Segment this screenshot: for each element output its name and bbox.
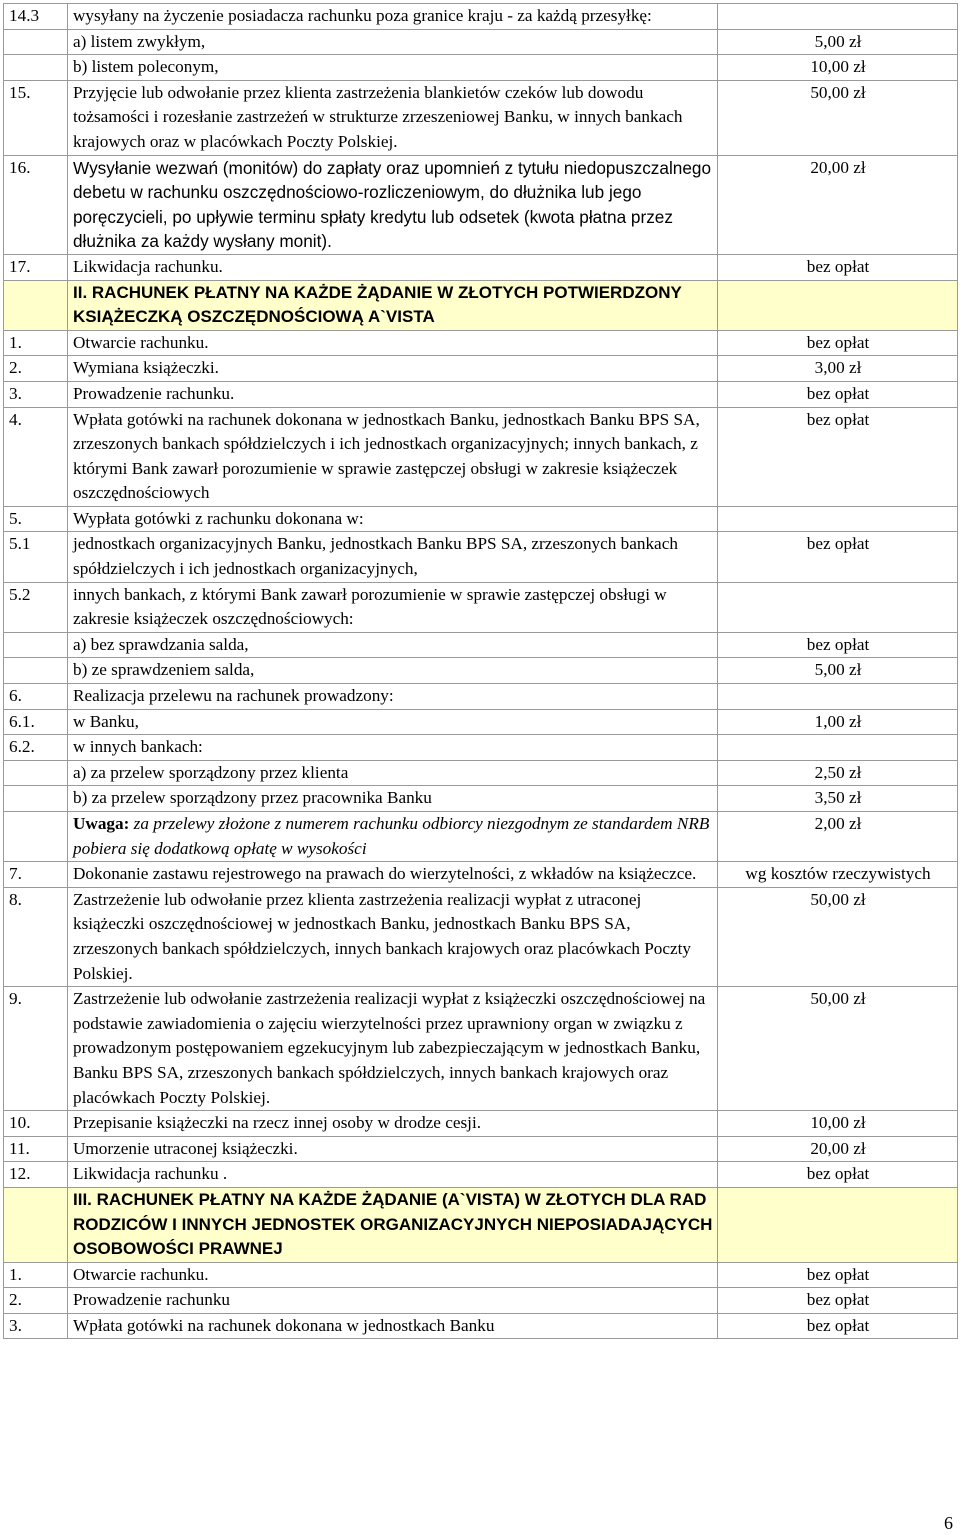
row-number: 1. — [4, 1262, 68, 1288]
table-row — [4, 29, 958, 55]
row-description: Realizacja przelewu na rachunek prowadzony: — [68, 684, 718, 710]
note-label: Uwaga: — [73, 814, 130, 833]
row-price — [718, 582, 958, 632]
row-number: 6.1. — [4, 709, 68, 735]
row-number: 6.2. — [4, 735, 68, 761]
row-description: Otwarcie rachunku. — [68, 1262, 718, 1288]
row-description: Likwidacja rachunku. — [68, 254, 718, 280]
row-price: bez opłat — [718, 1262, 958, 1288]
row-price: 50,00 zł — [718, 987, 958, 1111]
page-number: 6 — [944, 1513, 953, 1533]
row-number: 5. — [4, 506, 68, 532]
row-description: Prowadzenie rachunku. — [68, 381, 718, 407]
row-number: 9. — [4, 987, 68, 1111]
row-price: 2,50 zł — [718, 760, 958, 786]
row-number: 8. — [4, 887, 68, 986]
table-row — [4, 987, 958, 1111]
table-row — [4, 1313, 958, 1339]
row-number — [4, 632, 68, 658]
row-price: 10,00 zł — [718, 1111, 958, 1137]
row-price: 1,00 zł — [718, 709, 958, 735]
row-description: Wymiana książeczki. — [68, 356, 718, 382]
row-description: Wysyłanie wezwań (monitów) do zapłaty oraz upomnień z tytułu niedopuszczalnego debetu w rachunku oszczędnościowo-rozliczeniowym, do dłużnika lub jego poręczycieli, po upływie terminu spłaty kredytu lub odsetek (kwota płatna przez dłużnika za każdy wysłany monit). — [68, 155, 718, 254]
table-row — [4, 709, 958, 735]
row-description: b) ze sprawdzeniem salda, — [68, 658, 718, 684]
row-description: b) listem poleconym, — [68, 55, 718, 81]
table-row — [4, 887, 958, 986]
row-description: wysyłany na życzenie posiadacza rachunku poza granice kraju - za każdą przesyłkę: — [68, 4, 718, 30]
row-description: Wpłata gotówki na rachunek dokonana w jednostkach Banku, jednostkach Banku BPS SA, zrzeszonych bankach spółdzielczych i ich jednostkach organizacyjnych; innych bankach, z którymi Bank zawarł porozumienie w sprawie zastępczej obsługi w zakresie książeczek oszczędnościowych — [68, 407, 718, 506]
row-number: 12. — [4, 1162, 68, 1188]
row-description: b) za przelew sporządzony przez pracownika Banku — [68, 786, 718, 812]
row-price: bez opłat — [718, 254, 958, 280]
table-row — [4, 155, 958, 254]
row-description: Zastrzeżenie lub odwołanie przez klienta zastrzeżenia realizacji wypłat z utraconej książeczki oszczędnościowej w jednostkach Banku, jednostkach Banku BPS SA, zrzeszonych bankach spółdzielczych, innych bankach krajowych oraz placówkach Poczty Polskiej. — [68, 887, 718, 986]
row-price: 20,00 zł — [718, 1136, 958, 1162]
row-description: Przyjęcie lub odwołanie przez klienta zastrzeżenia blankietów czeków lub dowodu tożsamości i rozesłanie zastrzeżeń w strukturze zrzeszeniowej Banku, w innych bankach krajowych oraz w placówkach Poczty Polskiej. — [68, 80, 718, 155]
table-row — [4, 632, 958, 658]
row-price — [718, 735, 958, 761]
row-number: 1. — [4, 330, 68, 356]
section-header — [4, 1187, 958, 1262]
row-description: Umorzenie utraconej książeczki. — [68, 1136, 718, 1162]
row-price: bez opłat — [718, 1288, 958, 1314]
row-price — [718, 684, 958, 710]
row-price: 50,00 zł — [718, 80, 958, 155]
table-row — [4, 658, 958, 684]
row-price — [718, 506, 958, 532]
row-price: bez opłat — [718, 330, 958, 356]
row-number: 2. — [4, 1288, 68, 1314]
row-number: 14.3 — [4, 4, 68, 30]
row-price: 5,00 zł — [718, 658, 958, 684]
note-row — [4, 812, 958, 862]
table-row — [4, 532, 958, 582]
table-row — [4, 1136, 958, 1162]
table-row — [4, 1262, 958, 1288]
row-price: 3,50 zł — [718, 786, 958, 812]
row-number — [4, 658, 68, 684]
table-row — [4, 356, 958, 382]
table-row — [4, 55, 958, 81]
table-row — [4, 582, 958, 632]
row-number: 10. — [4, 1111, 68, 1137]
row-number — [4, 760, 68, 786]
table-row — [4, 735, 958, 761]
row-price: 50,00 zł — [718, 887, 958, 986]
row-price: bez opłat — [718, 1162, 958, 1188]
row-number — [4, 55, 68, 81]
table-row — [4, 330, 958, 356]
table-row — [4, 80, 958, 155]
row-number: 5.1 — [4, 532, 68, 582]
row-number: 2. — [4, 356, 68, 382]
row-description: Przepisanie książeczki na rzecz innej osoby w drodze cesji. — [68, 1111, 718, 1137]
row-price: bez opłat — [718, 407, 958, 506]
table-row — [4, 760, 958, 786]
section-header — [4, 280, 958, 330]
row-price: bez opłat — [718, 1313, 958, 1339]
table-row — [4, 1111, 958, 1137]
row-description: Prowadzenie rachunku — [68, 1288, 718, 1314]
row-price: 20,00 zł — [718, 155, 958, 254]
row-number: 4. — [4, 407, 68, 506]
row-number: 6. — [4, 684, 68, 710]
row-description: Dokonanie zastawu rejestrowego na prawach do wierzytelności, z wkładów na książeczce. — [68, 862, 718, 888]
row-description: a) listem zwykłym, — [68, 29, 718, 55]
row-price: 2,00 zł — [718, 812, 958, 862]
row-description: Likwidacja rachunku . — [68, 1162, 718, 1188]
row-price: 10,00 zł — [718, 55, 958, 81]
row-number: 11. — [4, 1136, 68, 1162]
section-title: III. RACHUNEK PŁATNY NA KAŻDE ŻĄDANIE (A`VISTA) W ZŁOTYCH DLA RAD RODZICÓW I INNYCH JEDNOSTEK ORGANIZACYJNYCH NIEPOSIADAJĄCYCH OSOBOWOŚCI PRAWNEJ — [68, 1187, 718, 1262]
row-price: bez opłat — [718, 632, 958, 658]
row-description: w Banku, — [68, 709, 718, 735]
note-text — [68, 812, 718, 862]
note-body: za przelewy złożone z numerem rachunku odbiorcy niezgodnym ze standardem NRB pobiera się dodatkową opłatę w wysokości — [73, 814, 710, 858]
row-price: wg kosztów rzeczywistych — [718, 862, 958, 888]
row-price: bez opłat — [718, 532, 958, 582]
row-price: bez opłat — [718, 381, 958, 407]
row-description: Wypłata gotówki z rachunku dokonana w: — [68, 506, 718, 532]
row-price — [718, 4, 958, 30]
row-number: 7. — [4, 862, 68, 888]
row-description: Zastrzeżenie lub odwołanie zastrzeżenia realizacji wypłat z książeczki oszczędnościowej na podstawie zawiadomienia o zajęciu wierzytelności przez uprawniony organ w związku z prowadzonym postępowaniem egzekucyjnym lub zabezpieczającym w jednostkach Banku, Banku BPS SA, zrzeszonych bankach spółdzielczych, innych bankach krajowych oraz placówkach Poczty Polskiej. — [68, 987, 718, 1111]
row-number: 15. — [4, 80, 68, 155]
row-number: 3. — [4, 1313, 68, 1339]
table-row — [4, 1288, 958, 1314]
row-number: 16. — [4, 155, 68, 254]
fee-table — [3, 3, 958, 1339]
row-description: jednostkach organizacyjnych Banku, jednostkach Banku BPS SA, zrzeszonych bankach spółdzielczych i ich jednostkach organizacyjnych, — [68, 532, 718, 582]
row-description: w innych bankach: — [68, 735, 718, 761]
table-row — [4, 407, 958, 506]
row-number: 3. — [4, 381, 68, 407]
row-number: 5.2 — [4, 582, 68, 632]
row-description: a) bez sprawdzania salda, — [68, 632, 718, 658]
table-row — [4, 1162, 958, 1188]
table-row — [4, 4, 958, 30]
row-price: 3,00 zł — [718, 356, 958, 382]
table-row — [4, 254, 958, 280]
table-row — [4, 381, 958, 407]
row-description: Wpłata gotówki na rachunek dokonana w jednostkach Banku — [68, 1313, 718, 1339]
table-row — [4, 786, 958, 812]
row-number — [4, 29, 68, 55]
row-number: 17. — [4, 254, 68, 280]
table-row — [4, 684, 958, 710]
row-description: Otwarcie rachunku. — [68, 330, 718, 356]
row-number — [4, 786, 68, 812]
section-title: II. RACHUNEK PŁATNY NA KAŻDE ŻĄDANIE W ZŁOTYCH POTWIERDZONY KSIĄŻECZKĄ OSZCZĘDNOŚCIOWĄ A`VISTA — [68, 280, 718, 330]
table-row — [4, 862, 958, 888]
table-row — [4, 506, 958, 532]
row-description: innych bankach, z którymi Bank zawarł porozumienie w sprawie zastępczej obsługi w zakresie książeczek oszczędnościowych: — [68, 582, 718, 632]
row-price: 5,00 zł — [718, 29, 958, 55]
row-description: a) za przelew sporządzony przez klienta — [68, 760, 718, 786]
